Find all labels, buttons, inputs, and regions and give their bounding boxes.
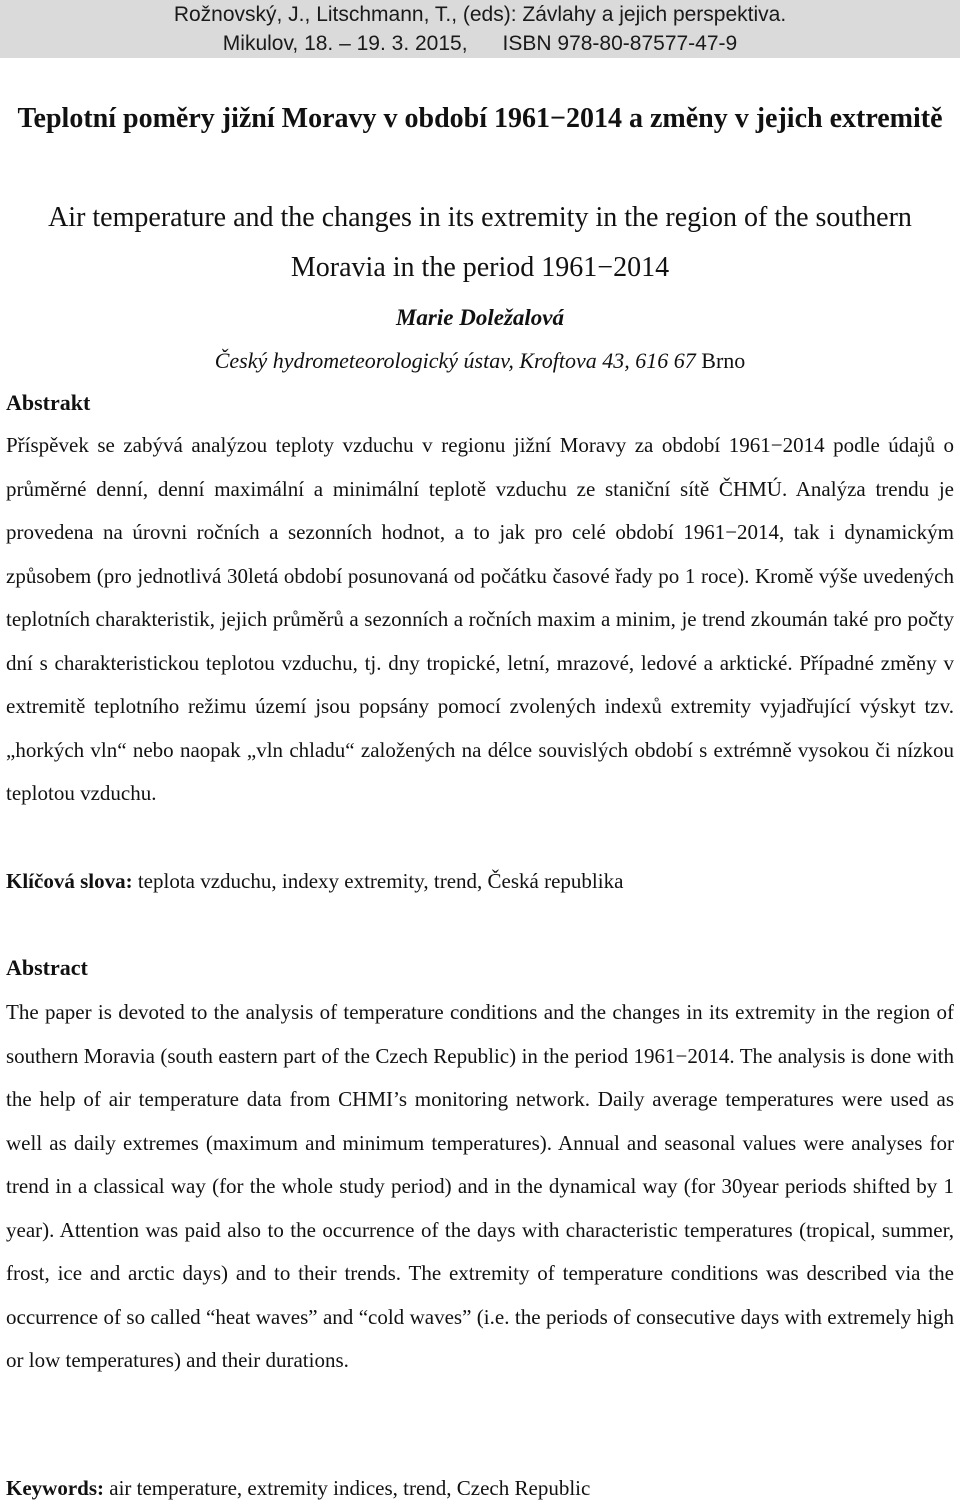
abstract-heading: Abstract — [6, 955, 88, 980]
author-name: Marie Doležalová — [395, 305, 564, 330]
keywords-label: Keywords: — [6, 1476, 104, 1500]
header-citation-line: Rožnovský, J., Litschmann, T., (eds): Závlahy a jejich perspektiva. — [173, 3, 787, 26]
abstrakt-heading: Abstrakt — [6, 390, 91, 415]
header-isbn-line: Mikulov, 18. – 19. 3. 2015, ISBN 978-80-87577-47-9 — [222, 32, 738, 55]
running-header — [0, 0, 960, 58]
author-affiliation — [0, 344, 960, 378]
title-czech: Teplotní poměry jižní Moravy v období 1961−2014 a změny v jejich extremitě — [17, 103, 943, 134]
klicova-slova-label: Klíčová slova: — [6, 869, 133, 893]
klicova-slova — [6, 864, 954, 898]
affiliation-institution: Český hydrometeorologický ústav, Kroftova 43, 616 67 — [214, 348, 696, 373]
abstract-text: The paper is devoted to the analysis of temperature conditions and the changes in its extremity in the region of southern Moravia (south eastern part of the Czech Republic) in the period 1961−2014. The analysis is done with the help of air temperature data from CHMI’s monitoring network. Daily average temperatures were used as well as daily extremes (maximum and minimum temperatures). Annual and seasonal values were analyses for trend in a classical way (for the whole study period) and in the dynamical way (for 30year periods shifted by 1 year). Attention was paid also to the occurrence of the days with characteristic temperatures (tropical, summer, frost, ice and arctic days) and to their trends. The extremity of temperature conditions was described via the occurrence of so called “heat waves” and “cold waves” (i.e. the periods of consecutive days with extremely high or low temperatures) and their durations. — [6, 1000, 954, 1372]
abstrakt-text: Příspěvek se zabývá analýzou teploty vzduchu v regionu jižní Moravy za období 1961−2014 podle údajů o průměrné denní, denní maximální a minimální teplotě vzduchu ze staniční sítě ČHMÚ. Analýza trendu je provedena na úrovni ročních a sezonních hodnot, a to jak pro celé období 1961−2014, tak i dynamickým způsobem (pro jednotlivá 30letá období posunovaná od počátku časové řady po 1 roce). Kromě výše uvedených teplotních charakteristik, jejich průměrů a sezonních a ročních maxim a minim, je trend zkoumán také pro počty dní s charakteristickou teplotou vzduchu, tj. dny tropické, letní, mrazové, ledové a arktické. Případné změny v extremitě teplotního režimu území jsou popsány pomocí zvolených indexů extremity vyjadřující výskyt tzv. „horkých vln“ nebo naopak „vln chladu“ založených na délce souvislých období s extrémně vysokou či nízkou teplotou vzduchu. — [6, 433, 954, 805]
keywords — [6, 1471, 954, 1505]
klicova-slova-values: teplota vzduchu, indexy extremity, trend, Česká republika — [132, 869, 624, 893]
keywords-values: air temperature, extremity indices, trend, Czech Republic — [104, 1476, 591, 1500]
affiliation-city: Brno — [701, 348, 746, 373]
title-english: Air temperature and the changes in its extremity in the region of the southern Moravia in the period 1961−2014 — [48, 202, 912, 283]
